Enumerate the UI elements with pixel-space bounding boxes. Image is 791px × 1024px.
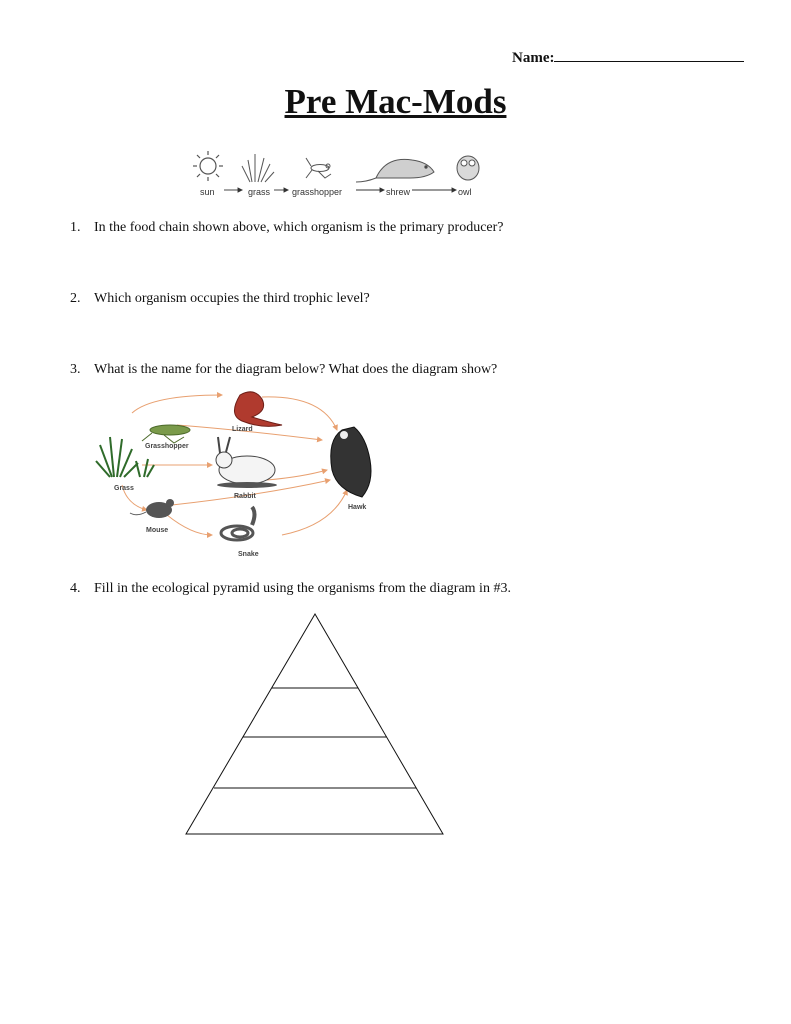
- food-chain-art: [190, 148, 500, 203]
- food-web-hawk-icon: [331, 427, 371, 497]
- food-web-art: [92, 385, 392, 565]
- food-web-diagram: [92, 385, 392, 565]
- food-web-label-mouse: Mouse: [146, 527, 169, 534]
- sun-icon: [193, 151, 223, 181]
- question-text: Fill in the ecological pyramid using the organisms from the diagram in #3.: [94, 581, 511, 596]
- question-1: [70, 220, 504, 236]
- food-chain-label-owl: owl: [458, 187, 472, 197]
- question-number: 1.: [70, 220, 81, 235]
- food-chain-diagram: [190, 148, 500, 203]
- name-field[interactable]: [512, 47, 744, 67]
- food-web-label-lizard: Lizard: [232, 426, 253, 433]
- question-text: What is the name for the diagram below? What does the diagram show?: [94, 362, 498, 377]
- question-number: 4.: [70, 581, 81, 596]
- owl-icon: [457, 156, 479, 180]
- pyramid-outline: [184, 612, 446, 838]
- name-blank-line[interactable]: [554, 47, 744, 62]
- question-number: 2.: [70, 291, 81, 306]
- shrew-icon: [356, 159, 434, 182]
- food-chain-label-shrew: shrew: [386, 187, 411, 197]
- grass-icon: [242, 154, 274, 182]
- food-web-snake-icon: [221, 507, 255, 540]
- page-title: Pre Mac-Mods: [284, 82, 507, 121]
- question-text: Which organism occupies the third trophic level?: [94, 291, 370, 306]
- name-label: Name:: [512, 50, 555, 66]
- grasshopper-icon: [306, 158, 331, 178]
- food-web-label-hawk: Hawk: [348, 504, 367, 511]
- food-chain-label-sun: sun: [200, 187, 215, 197]
- food-web-label-grass: Grass: [114, 485, 134, 492]
- food-chain-label-grass: grass: [248, 187, 271, 197]
- food-web-mouse-icon: [130, 499, 174, 518]
- question-number: 3.: [70, 362, 81, 377]
- food-chain-label-grasshopper: grasshopper: [292, 187, 343, 197]
- question-2: [70, 291, 370, 307]
- food-web-label-snake: Snake: [238, 551, 259, 558]
- question-3: [70, 362, 497, 378]
- food-web-label-rabbit: Rabbit: [234, 493, 256, 500]
- question-4: [70, 581, 511, 597]
- question-text: In the food chain shown above, which organism is the primary producer?: [94, 220, 504, 235]
- food-web-grasshopper-icon: [142, 425, 190, 443]
- food-web-label-grasshopper: Grasshopper: [145, 443, 189, 450]
- ecological-pyramid: [184, 612, 446, 838]
